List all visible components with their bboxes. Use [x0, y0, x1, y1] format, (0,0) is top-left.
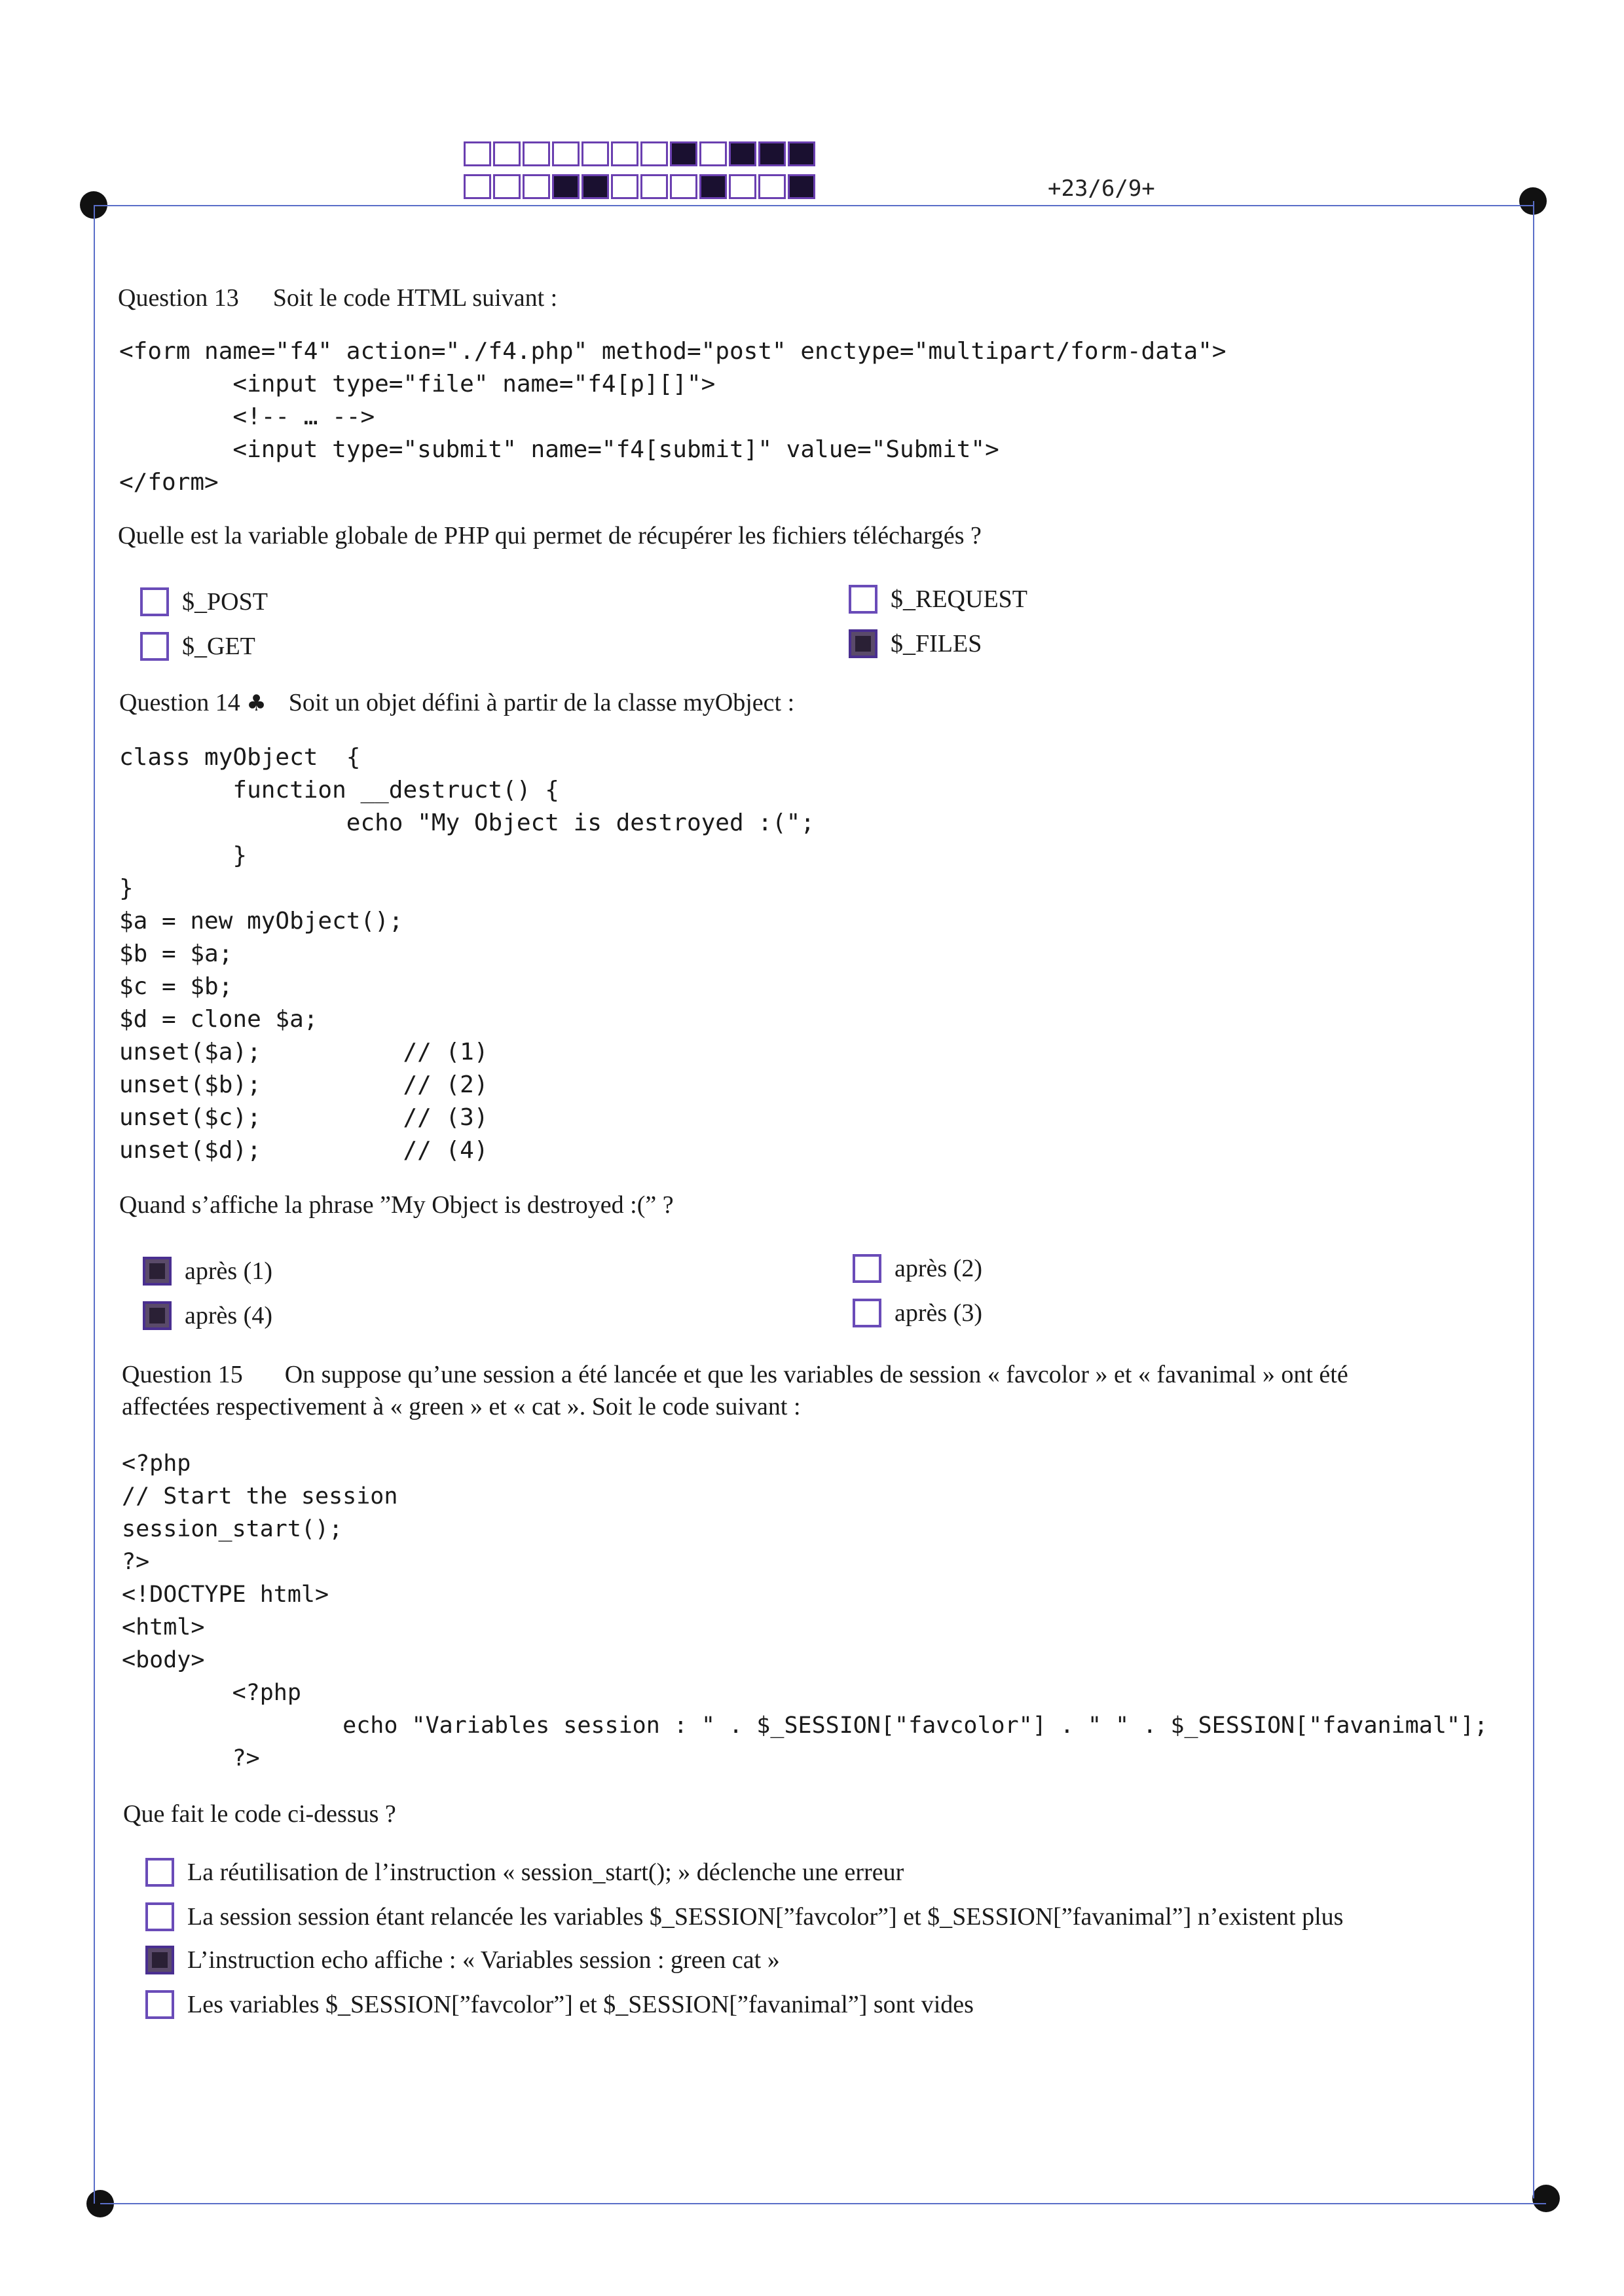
checkbox[interactable]: [145, 1902, 174, 1931]
checkbox[interactable]: [849, 629, 877, 658]
option-label: $_FILES: [891, 630, 982, 657]
option-label: La réutilisation de l’instruction « session_start(); » déclenche une erreur: [187, 1859, 904, 1886]
code-box: [581, 141, 609, 166]
frame-right: [1533, 201, 1534, 2198]
code-box: [699, 141, 727, 166]
code-box: [523, 174, 550, 199]
code-box: [640, 174, 668, 199]
code-box: [464, 174, 491, 199]
question-14-header: [119, 686, 794, 720]
option-label: après (4): [185, 1302, 272, 1329]
question-text: Que fait le code ci-dessus ?: [123, 1800, 396, 1828]
code-box: [729, 174, 756, 199]
question-text: Quelle est la variable globale de PHP qui permet de récupérer les fichiers téléchargés ?: [118, 522, 982, 549]
checkbox[interactable]: [143, 1257, 172, 1286]
checkbox[interactable]: [143, 1301, 172, 1330]
code-block-php-class: class myObject { function __destruct() { echo "My Object is destroyed :("; } } $a = new myObject(); $b = $a; $c = $b; $d = clone $a; unset($a); // (1) unset($b); // (2) unset($c); // (3) unset($d); // (4): [119, 744, 815, 1164]
code-box: [493, 174, 521, 199]
code-box: [464, 141, 491, 166]
checkbox[interactable]: [140, 587, 169, 616]
option-label: $_POST: [182, 588, 268, 616]
code-box: [493, 141, 521, 166]
option-vides[interactable]: [145, 1988, 974, 2021]
question-15-header: [122, 1358, 1348, 1391]
checkbox[interactable]: [853, 1299, 881, 1327]
option-post[interactable]: [140, 585, 268, 618]
checkbox[interactable]: [145, 1990, 174, 2019]
question-intro-line-2: affectées respectivement à « green » et « cat ». Soit le code suivant :: [122, 1393, 801, 1420]
question-text: Quand s’affiche la phrase ”My Object is destroyed :(” ?: [119, 1191, 674, 1219]
code-box: [729, 141, 756, 166]
option-erreur[interactable]: [145, 1856, 904, 1889]
code-box: [788, 141, 815, 166]
binary-code-row-2: [464, 174, 815, 199]
code-box: [699, 174, 727, 199]
page-id: +23/6/9+: [1048, 176, 1155, 202]
frame-top: [94, 205, 1533, 206]
code-box: [611, 174, 638, 199]
code-box: [670, 174, 697, 199]
checkbox[interactable]: [853, 1254, 881, 1283]
question-title: Question 13: [118, 284, 239, 312]
option-label: L’instruction echo affiche : « Variables session : green cat »: [187, 1946, 780, 1974]
binary-code-row-1: [464, 141, 815, 166]
option-label: après (3): [895, 1299, 982, 1327]
question-title: Question 14: [119, 689, 240, 716]
option-label: après (2): [895, 1255, 982, 1282]
code-box: [758, 174, 786, 199]
option-apres-1[interactable]: [143, 1255, 272, 1287]
option-apres-2[interactable]: [853, 1252, 982, 1285]
option-label: Les variables $_SESSION[”favcolor”] et $_SESSION[”favanimal”] sont vides: [187, 1991, 974, 2018]
question-intro: Soit le code HTML suivant :: [272, 284, 558, 312]
option-label: La session session étant relancée les variables $_SESSION[”favcolor”] et $_SESSION[”favanimal”] n’existent plus: [187, 1903, 1344, 1931]
checkbox[interactable]: [145, 1946, 174, 1974]
option-get[interactable]: [140, 630, 255, 663]
option-request[interactable]: [849, 583, 1027, 616]
code-box: [581, 174, 609, 199]
question-intro: Soit un objet défini à partir de la classe myObject :: [288, 689, 795, 716]
code-box: [670, 141, 697, 166]
code-box: [788, 174, 815, 199]
option-files[interactable]: [849, 627, 982, 660]
option-nexistent-plus[interactable]: [145, 1900, 1343, 1933]
option-green-cat[interactable]: [145, 1944, 780, 1976]
option-label: après (1): [185, 1257, 272, 1285]
checkbox[interactable]: [140, 632, 169, 661]
frame-bottom: [100, 2203, 1546, 2204]
code-box: [758, 141, 786, 166]
checkbox[interactable]: [849, 585, 877, 614]
code-box: [523, 141, 550, 166]
option-label: $_GET: [182, 633, 255, 660]
question-title: Question 15: [122, 1361, 243, 1388]
code-box: [552, 174, 580, 199]
question-13-header: [118, 282, 557, 314]
code-box: [611, 141, 638, 166]
code-box: [640, 141, 668, 166]
code-block-php-session: <?php // Start the session session_start(); ?> <!DOCTYPE html> <html> <body> <?php echo "Variables session : " . $_SESSION["favcolor"] . " " . $_SESSION["favanimal"]; ?>: [122, 1451, 1488, 1771]
code-block-html-form: <form name="f4" action="./f4.php" method="post" enctype="multipart/form-data"> <input type="file" name="f4[p][]"> <!-- … --> <input type="submit" name="f4[submit]" value="Submit"> </form>: [119, 338, 1227, 496]
registration-mark-bottom-right: [1532, 2185, 1560, 2212]
option-apres-3[interactable]: [853, 1297, 982, 1329]
question-intro-line-1: On suppose qu’une session a été lancée et que les variables de session « favcolor » et « favanimal » ont été: [284, 1361, 1348, 1388]
multiple-answer-club-icon: ♣: [246, 690, 267, 716]
option-label: $_REQUEST: [891, 585, 1027, 613]
code-box: [552, 141, 580, 166]
frame-left: [94, 205, 95, 2204]
checkbox[interactable]: [145, 1858, 174, 1887]
option-apres-4[interactable]: [143, 1299, 272, 1332]
